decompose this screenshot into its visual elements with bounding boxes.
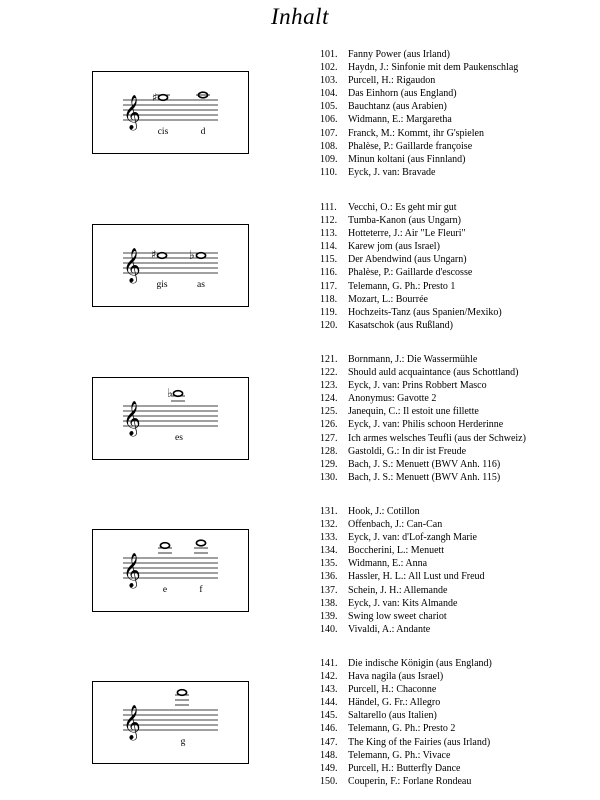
note-label: d — [200, 127, 206, 137]
list-item: 149. Purcell, H.: Butterfly Dance — [320, 762, 461, 774]
list-item: 144. Händel, G. Fr.: Allegro — [320, 697, 441, 709]
list-item: 143. Purcell, H.: Chaconne — [320, 684, 437, 696]
note-label: as — [197, 280, 205, 290]
list-item: 128. Gastoldi, G.: In dir ist Freude — [320, 445, 467, 457]
list-item: 119. Hochzeits-Tanz (aus Spanien/Mexiko) — [320, 306, 502, 318]
list-item: 130. Bach, J. S.: Menuett (BWV Anh. 115) — [320, 471, 501, 483]
fingering-chart-g — [92, 681, 249, 764]
note-label: cis — [157, 127, 169, 137]
list-item: 102. Haydn, J.: Sinfonie mit dem Paukenschlag — [320, 62, 519, 74]
list-item: 108. Phalèse, P.: Gaillarde françoise — [320, 140, 473, 152]
list-item: 140. Vivaldi, A.: Andante — [320, 623, 431, 635]
list-item: 147. The King of the Fairies (aus Irland) — [320, 736, 491, 748]
fingering-chart-cis-d — [92, 71, 249, 154]
list-item: 134. Boccherini, L.: Menuett — [320, 545, 445, 557]
list-item: 137. Schein, J. H.: Allemande — [320, 584, 448, 596]
fingering-chart-es — [92, 377, 249, 460]
list-item: 141. Die indische Königin (aus England) — [320, 658, 492, 669]
note-label: f — [199, 585, 203, 595]
list-item: 148. Telemann, G. Ph.: Vivace — [320, 749, 451, 761]
list-item: 126. Eyck, J. van: Philis schoon Herderinne — [320, 419, 504, 431]
list-item: 107. Franck, M.: Kommt, ihr G'spielen — [320, 127, 484, 139]
treble-clef-icon: 𝄞 — [123, 705, 141, 740]
list-item: 125. Janequin, C.: Il estoit une fillette — [320, 406, 479, 418]
list-item: 120. Kasatschok (aus Rußland) — [320, 319, 453, 331]
sharp-icon: ♯ — [152, 91, 158, 104]
piece-list — [320, 353, 595, 484]
list-item: 139. Swing low sweet chariot — [320, 610, 447, 622]
list-item: 106. Widmann, E.: Margaretha — [320, 114, 452, 126]
list-item: 104. Das Einhorn (aus England) — [320, 88, 457, 100]
piece-list — [320, 201, 595, 332]
note-label: g — [180, 737, 186, 747]
page-title: Inhalt — [271, 4, 329, 29]
list-item: 101. Fanny Power (aus Irland) — [320, 49, 450, 60]
list-item: 127. Ich armes welsches Teufli (aus der Schweiz) — [320, 432, 526, 444]
list-item: 132. Offenbach, J.: Can-Can — [320, 519, 443, 531]
list-item: 146. Telemann, G. Ph.: Presto 2 — [320, 723, 456, 735]
staff-notation — [93, 72, 250, 155]
piece-list — [320, 48, 595, 179]
list-item: 138. Eyck, J. van: Kits Almande — [320, 597, 458, 609]
whole-note — [196, 253, 205, 259]
staff-notation — [93, 225, 250, 308]
whole-note — [158, 95, 167, 101]
list-item: 124. Anonymus: Gavotte 2 — [320, 393, 437, 405]
treble-clef-icon: 𝄞 — [123, 553, 141, 588]
list-item: 142. Hava nagila (aus Israel) — [320, 671, 444, 683]
list-item: 115. Der Abendwind (aus Ungarn) — [320, 254, 467, 266]
list-item: 150. Couperin, F.: Forlane Rondeau — [320, 775, 472, 787]
list-item: 114. Karew jom (aus Israel) — [320, 241, 440, 253]
note-label: es — [175, 433, 183, 443]
staff-notation — [93, 378, 250, 461]
treble-clef-icon: 𝄞 — [123, 95, 141, 130]
list-item: 111. Vecchi, O.: Es geht mir gut — [320, 202, 457, 213]
treble-clef-icon: 𝄞 — [123, 248, 141, 283]
flat-icon: ♭ — [167, 386, 173, 400]
whole-note — [160, 543, 169, 549]
flat-icon: ♭ — [189, 248, 195, 262]
list-item: 135. Widmann, E.: Anna — [320, 558, 428, 570]
list-item: 136. Hassler, H. L.: All Lust und Freud — [320, 571, 485, 583]
list-item: 133. Eyck, J. van: d'Lof-zangh Marie — [320, 532, 477, 544]
staff-notation — [93, 530, 250, 613]
list-item: 103. Purcell, H.: Rigaudon — [320, 75, 436, 87]
whole-note — [177, 690, 186, 696]
fingering-chart-e-f — [92, 529, 249, 612]
list-item: 118. Mozart, L.: Bourrée — [320, 293, 428, 305]
list-item: 109. Minun koltani (aus Finnland) — [320, 153, 466, 165]
whole-note — [196, 540, 205, 546]
list-item: 131. Hook, J.: Cotillon — [320, 506, 420, 517]
list-item: 123. Eyck, J. van: Prins Robbert Masco — [320, 380, 487, 392]
whole-note — [157, 253, 166, 259]
list-item: 121. Bornmann, J.: Die Wassermühle — [320, 354, 478, 365]
fingering-chart-gis-as — [92, 224, 249, 307]
list-item: 112. Tumba-Kanon (aus Ungarn) — [320, 215, 461, 227]
list-item: 117. Telemann, G. Ph.: Presto 1 — [320, 280, 456, 292]
note-label: gis — [156, 280, 168, 290]
list-item: 129. Bach, J. S.: Menuett (BWV Anh. 116) — [320, 458, 501, 470]
list-item: 110. Eyck, J. van: Bravade — [320, 166, 436, 178]
list-item: 105. Bauchtanz (aus Arabien) — [320, 101, 447, 113]
list-item: 116. Phalèse, P.: Gaillarde d'escosse — [320, 267, 473, 279]
list-item: 122. Should auld acquaintance (aus Schottland) — [320, 367, 519, 379]
treble-clef-icon: 𝄞 — [123, 401, 141, 436]
list-item: 145. Saltarello (aus Italien) — [320, 710, 437, 722]
staff-notation — [93, 682, 250, 765]
piece-list — [320, 505, 595, 636]
whole-note — [173, 391, 182, 397]
piece-list — [320, 657, 595, 788]
note-label: e — [162, 585, 168, 595]
list-item: 113. Hotteterre, J.: Air "Le Fleuri" — [320, 228, 466, 240]
sharp-icon: ♯ — [151, 248, 157, 261]
